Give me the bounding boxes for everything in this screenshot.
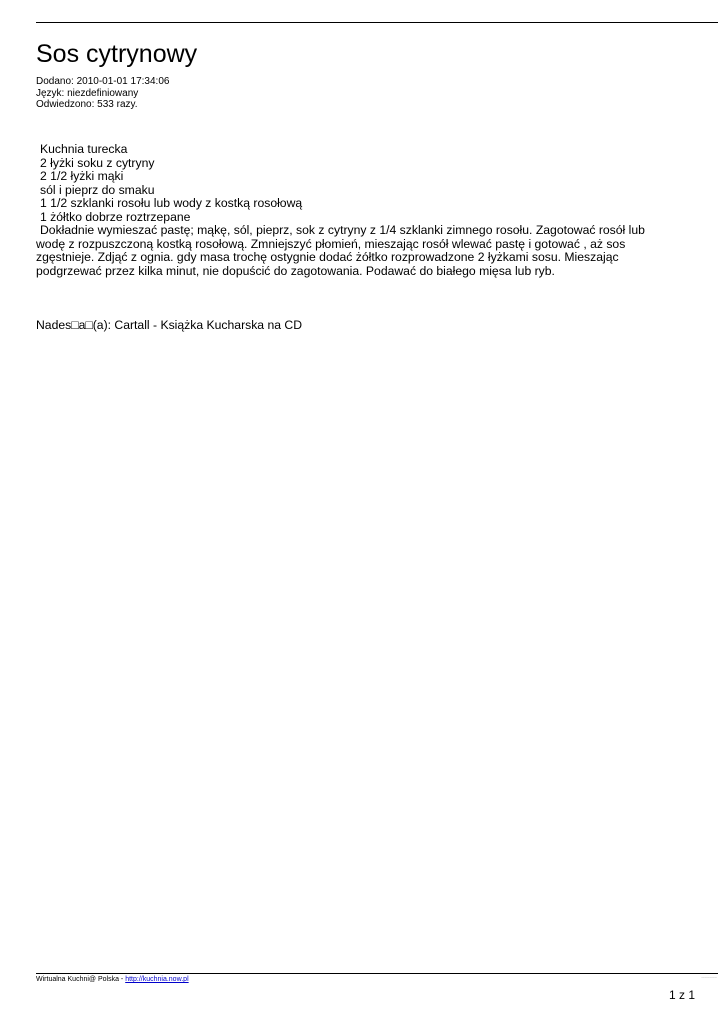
page-title: Sos cytrynowy (36, 40, 198, 68)
ingredient: sól i pieprz do smaku (40, 182, 155, 197)
recipe-body (36, 143, 676, 278)
sender-line: Nades□a□(a): Cartall - Książka Kucharska na CD (36, 318, 303, 332)
cuisine: Kuchnia turecka (40, 142, 128, 156)
added-date: Dodano: 2010-01-01 17:34:06 (36, 76, 170, 87)
ingredient: 2 1/2 łyżki mąki (40, 169, 124, 183)
language: Język: niezdefiniowany (36, 87, 139, 99)
footer-site: Wirtualna Kuchni@ Polska - (36, 976, 126, 983)
footer-tiny-mark: ▪▪▪▪▪▪▪▪▪▪▪▪▪▪▪▪▪▪▪▪▪▪ (701, 977, 717, 979)
page-number: 1 z 1 (668, 988, 695, 1002)
footer-link[interactable]: http://kuchnia.now.pl (125, 976, 189, 983)
recipe-meta (36, 76, 169, 111)
bottom-rule (36, 973, 718, 974)
ingredient: 1 żółtko dobrze roztrzepane (40, 209, 191, 224)
instructions: Dokładnie wymieszać pastę; mąkę, sól, pieprz, sok z cytryny z 1/4 szklanki zimnego rosołu. Zagotować rosół lub wodę z rozpuszczoną kostką rosołową. Zmniejszyć płomień, mieszając rosół wlewać pastę i gotować , aż sos zgęstnieje. Zdjąć z ognia. gdy masa trochę ostygnie dodać żółtko rozprowadzone 2 łyżkami sosu. Mieszając podgrzewać przez kilka minut, nie dopuścić do zagotowania. Podawać do białego mięsa lub ryb. (36, 223, 645, 278)
ingredient: 2 łyżki soku z cytryny (40, 155, 155, 170)
visit-count: Odwiedzono: 533 razy. (36, 99, 138, 110)
top-rule (36, 22, 718, 23)
ingredient: 1 1/2 szklanki rosołu lub wody z kostką rosołową (40, 196, 303, 210)
footer (36, 976, 189, 983)
